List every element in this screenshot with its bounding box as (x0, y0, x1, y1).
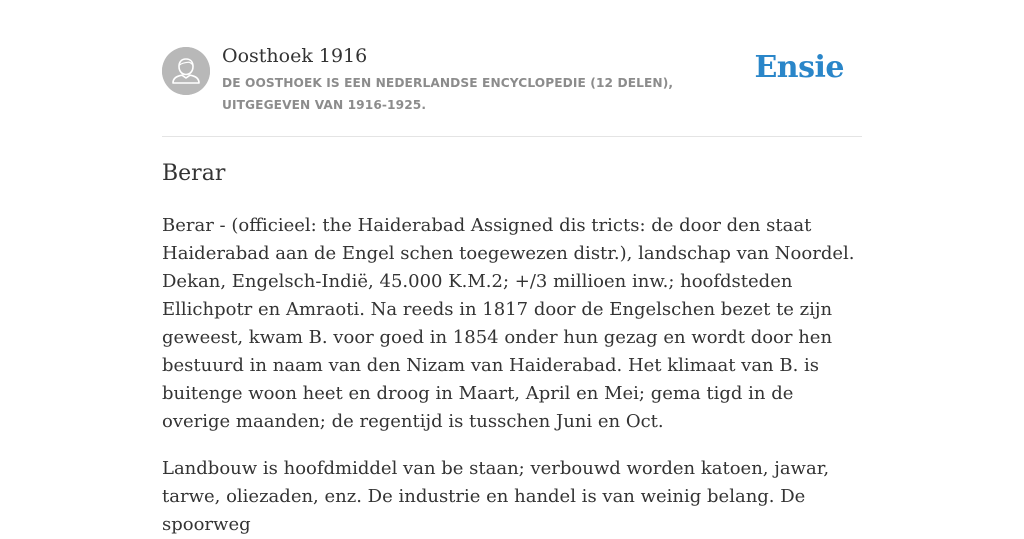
article-paragraph-2: Landbouw is hoofdmiddel van be staan; verbouwd worden katoen, jawar, tarwe, oliezaden, enz. De industrie en handel is van weinig belang. De spoorweg (162, 458, 830, 535)
ensie-logo[interactable]: Ensie (754, 50, 844, 85)
source-avatar[interactable] (162, 47, 210, 95)
article (162, 158, 862, 539)
source-name[interactable]: Oosthoek 1916 (222, 45, 368, 67)
article-body (162, 212, 862, 539)
source-description: DE OOSTHOEK IS EEN NEDERLANDSE ENCYCLOPEDIE (12 DELEN), UITGEGEVEN VAN 1916-1925. (222, 76, 674, 112)
user-icon (162, 47, 210, 95)
source-header (162, 0, 862, 137)
article-paragraph-1: Berar - (officieel: the Haiderabad Assigned dis tricts: de door den staat Haiderabad aan de Engel schen toegewezen distr.), landschap van Noordel. Dekan, Engelsch-Indië, 45.000 K.M.2; +/3 millioen inw.; hoofdsteden Ellichpotr en Amraoti. Na reeds in 1817 door de Engelschen bezet te zijn geweest, kwam B. voor goed in 1854 onder hun gezag en wordt door hen bestuurd in naam van den Nizam van Haiderabad. Het klimaat van B. is buitenge woon heet en droog in Maart, April en Mei; gema tigd in de overige maanden; de regentijd is tusschen Juni en Oct. (162, 215, 855, 432)
article-title: Berar (162, 161, 226, 186)
